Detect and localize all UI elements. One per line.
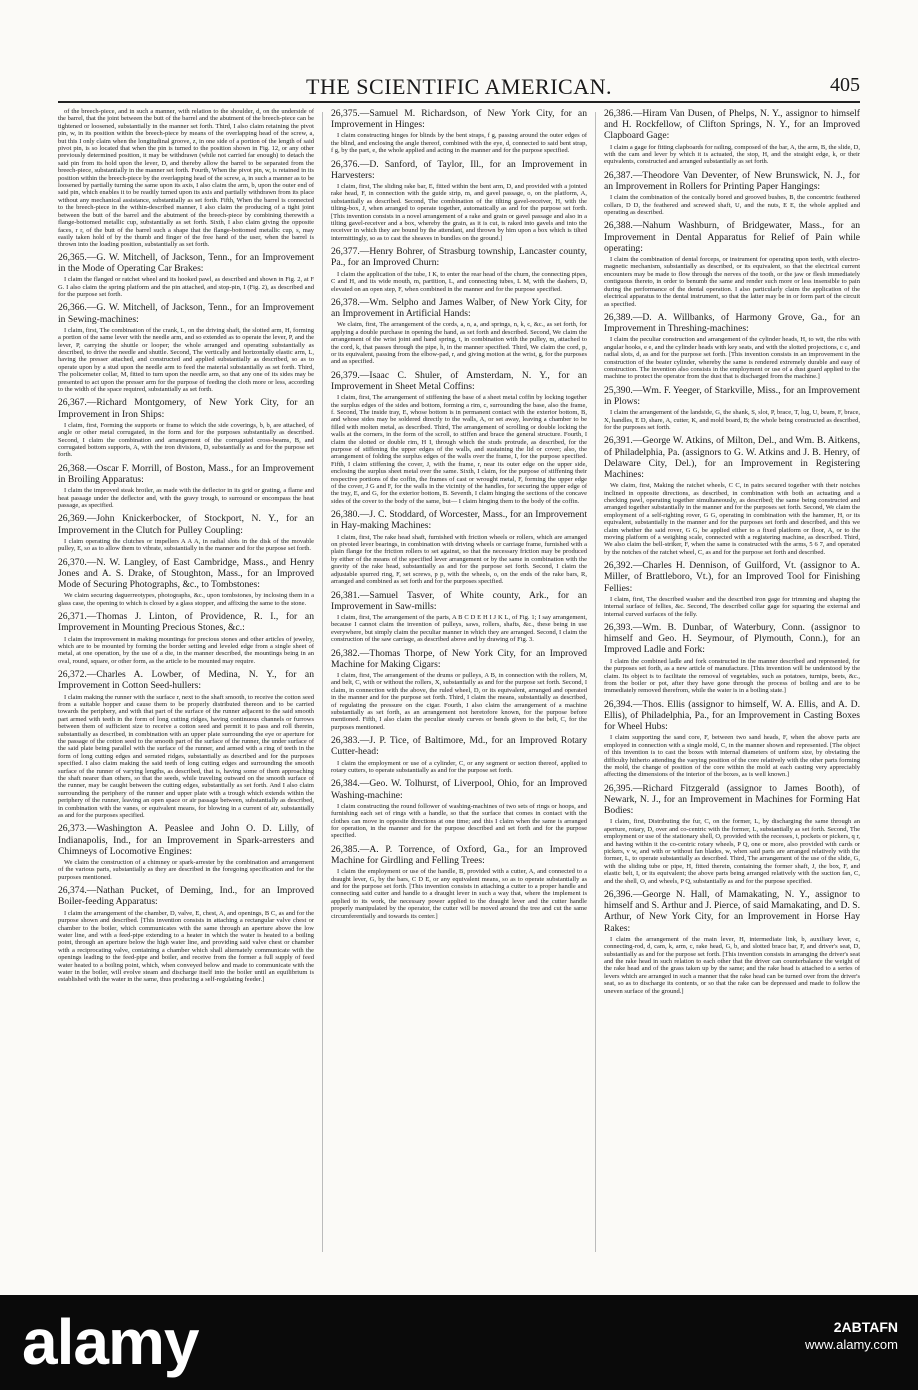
masthead-title: THE SCIENTIFIC AMERICAN. bbox=[306, 74, 612, 99]
patent-entry-claim: I claim the combination of the conically bored and grooved bushes, B, the concentric feathered collars, D D, the feathered and screwed shaft, U, and the nuts, E E, the whole applied and operating as described. bbox=[604, 194, 860, 217]
patent-entry-title: 26,396.—George N. Hall, of Mamakating, N. Y., assignor to himself and S. Arthur and J. Pierce, of said Mamakating, and D. S. Arthur, of New York City, for an Improvement in Horse Hay Rakes: bbox=[604, 889, 860, 934]
patent-entry-claim: I claim, first, The combination of the crank, L, on the driving shaft, the slotted arm, H, forming a portion of the same lever with the needle arm, and so extended as to operate the lever, P, and the lever, P, carrying the shuttle or looper; the whole arranged and operating substantially as described, to drive the needle and shuttle. Second, The vertically and horizontally elastic arm, L, having the presser attached, and constructed and applied substantially as described, so as to operate upon by a stud upon the needle arm to feed the material substantially as set forth. Third, The policemeter collar, M, fitted to turn upon the needle arm, so that any one of its sides may be presented to act upon the presser arm for the purpose of feeding the cloth more or less, according to the width of the space required, substantially as set forth. bbox=[58, 326, 314, 393]
patent-entry-title: 26,384.—Geo. W. Tolhurst, of Liverpool, Ohio, for an Improved Washing-machine: bbox=[331, 778, 587, 801]
patent-entry-title: 26,368.—Oscar F. Morrill, of Boston, Mass., for an Improvement in Broiling Apparatus: bbox=[58, 462, 314, 486]
patent-entry-title: 26,389.—D. A. Willbanks, of Harmony Grove, Ga., for an Improvement in Threshing-machines: bbox=[604, 311, 860, 335]
patent-entry bbox=[604, 312, 860, 381]
patent-entry bbox=[331, 370, 587, 506]
patent-entry-claim: I claim the employment or use of a cylinder, C, or any segment or section thereof, applied to rotary cutters, to operate substantially as and for the purpose set forth. bbox=[331, 759, 587, 774]
patent-entry-title: 26,366.—G. W. Mitchell, of Jackson, Tenn., for an Improvement in Sewing-machines: bbox=[58, 302, 314, 325]
patent-entry bbox=[58, 302, 314, 393]
patent-entry-claim: I claim, first, The arrangement of stiffening the base of a sheet metal coffin by locking together the surplus edges of the sides and bottom, forming a rim, c, surrounding the base, also the frame, f. Second, The inside tray, E, whose bottom is in permanent contact with the exterior bottom, B, and whose sides may be soldered directly to the walls, A, or set away, leaving a chamber to be filled with molten metal, as described. Third, The arrangement of scrolling or double locking the walls at the corners, in the form of the scroll, to stiffen and brace the general structure. Fourth, I claim the slotted or double rim, H I, through which the studs protrude, as described, for the purpose of stiffening the upper edges of the walls, and sustaining the lid or cover; also, the arrangement of folding the surplus edges of the walls over the frame, I, for the purpose specified. Fifth, I claim stiffening the cover, J, with the frame, r, near its outer edge on the upper side, enclosing the surplus sheet metal over the same. Sixth, I claim, for the purpose of stiffening their respective portions of the coffin, the frames of cast or wrought metal, F, forming the upper edge of the cover, J G and F, for the walls in the vicinity of the handles, for securing the upper edge of the tray, E, and G, for the exterior bottom, B. Seventh, I claim hinging the sections of the concave sides of the cover to the body of the same, but— I claim hinging them to the body of the coffin. bbox=[331, 394, 587, 505]
column-3 bbox=[604, 108, 860, 1260]
patent-entry-title: 26,393.—Wm. B. Dunbar, of Waterbury, Conn. (assignor to himself and Geo. H. Seymour, of Plymouth, Conn.), for an Improved Ladle and Fork: bbox=[604, 622, 860, 656]
patent-entry-claim: I claim, first, The arrangement of the parts, A B C D E H I J K L, of Fig. 1; I say arrangement, because I cannot claim the invention of pulleys, saws, rollers, shafts, &c., these being in use everywhere, but simply claim the peculiar manner in which they are arranged. Second, I claim the construction of the saw carriage, as described above and by drawing of Fig. 3. bbox=[331, 613, 587, 644]
patent-entry bbox=[331, 648, 587, 732]
patent-entry bbox=[604, 108, 860, 166]
alamy-logo: alamy bbox=[22, 1306, 199, 1378]
patent-entry bbox=[604, 560, 860, 618]
patent-entry bbox=[331, 735, 587, 774]
image-id: 2ABTAFN bbox=[833, 1319, 898, 1335]
header-rule bbox=[58, 101, 860, 103]
patent-entry-title: 26,369.—John Knickerbocker, of Stockport, N. Y., for an Improvement in the Clutch for Pulley Coupling: bbox=[58, 513, 314, 536]
patent-entry-claim: I claim, first, The described washer and the described iron gage for trimming and shaping the internal surface of fellies, &c. Second, The described collar gage for squaring the external and internal curved surfaces of the felly. bbox=[604, 595, 860, 618]
stock-site-url: www.alamy.com bbox=[805, 1337, 898, 1352]
patent-entry bbox=[331, 159, 587, 243]
patent-entry-title: 26,392.—Charles H. Dennison, of Guilford, Vt. (assignor to A. Miller, of Brattleboro, Vt.), for an Improved Tool for Finishing Fellies: bbox=[604, 560, 860, 594]
patent-entry-title: 26,388.—Nahum Washburn, of Bridgewater, Mass., for an Improvement in Dental Apparatus for Relief of Pain while operating: bbox=[604, 220, 860, 254]
column-intro-text: of the breech-piece, and in such a manner, with relation to the shoulder, d, on the underside of the barrel, that the joint between the butt of the barrel and the abutment of the breech-piece can be tightened or loosened, substantially in the manner set forth. Third, I also claim retaining the pivot pin, w, in its position within the breech-piece by means of the overlapping head of the screw, a, but this I only claim when the longitudinal groove, z, in one side of a portion of the length of said pivot pin, is so located that when the pin is turned to the position shown in Fig. 12, or any other previously determined position, it may be withdrawn (while not carried far enough) to detach the said pin from its hold upon the lever, D, and thereby allow the barrel to be separated from the breech-piece, substantially in the manner set forth. Fourth, When the pivot pin, w, is retained in its position within the breech-piece by the overlapping head of the screw, a, in such a manner as to be loosened by partially turning the same upon its axis, I also claim the arm, b, upon the outer end of said pin, which enables it to be readily turned upon its axis and partially withdrawn from its place without any mechanical assistance, substantially as set forth. Fifth, When the barrel is connected to the breech-piece in the within-described manner, I also claim the producing of a tight joint between the butt of the barrel and the abutment of the breech-piece by combining therewith a flange-bottomed metallic cup, substantially as set forth. Sixth, I also claim giving the opposite faces, r r, of the butt of the barrel such a shape that the flange-bottomed metallic cup, s, may easily taken hold of by the thumb and finger of the free hand of the user, when the barrel is thrown into the loading position, substantially as set forth. bbox=[58, 108, 314, 249]
patent-entry bbox=[604, 220, 860, 307]
patent-entry-title: 26,385.—A. P. Torrence, of Oxford, Ga., for an Improved Machine for Girdling and Felling Trees: bbox=[331, 843, 587, 867]
patent-entry-claim: I claim constructing hinges for blinds by the bent straps, f g, passing around the outer edges of the blind, and enclosing the angle thereof, combined with the eye, d, connected to said bent strap, f g, by the part, e, the whole applied and acting in the manner and for the purpose specified. bbox=[331, 132, 587, 155]
patent-entry-title: 26,380.—J. C. Stoddard, of Worcester, Mass., for an Improvement in Hay-making Machines: bbox=[331, 509, 587, 532]
patent-entry-claim: I claim constructing the round follower of washing-machines of two sets of rings or hoops, and furnishing each set of rings with a handle, so that the surface that comes in contact with the clothes can move in opposite directions at one time; and this I claim when the same is arranged for operation, in the manner and for the purpose described and set forth and for the purpose specified. bbox=[331, 802, 587, 840]
patent-entry-title: 26,395.—Richard Fitzgerald (assignor to James Booth), of Newark, N. J., for an Improvement in Machines for Forming Hat Bodies: bbox=[604, 782, 860, 817]
patent-entry-claim: I claim, first, The arrangement of the drums or pulleys, A B, in connection with the rollers, M, and belt, C, with or without the rollers, X, substantially as and for the purpose set forth. Second, I claim, in connection with the above, the ruled wheel, D, or its equivalent, arranged and operated in the manner and for the purpose set forth. Third, I claim the means, substantially as described, of regulating the pressure on the cigar. Fourth, I also claim the arrangement of a machine substantially as set forth, as an arrangement not heretofore known, for the purpose before mentioned. Fifth, I also claim the peculiar steady curves or bends given to the belt, C, for the purposes mentioned. bbox=[331, 671, 587, 731]
column-2 bbox=[331, 108, 587, 1260]
patent-entry-claim: I claim, first, Distributing the fur, C, on the former, L, by discharging the same through an aperture, rotary, D, over and co-centric with the former, L, substantially as set forth. Second, The employment or use of the stationary shell, O, provided with the recesses, t, pockets or pickers, q r, and having within it the co-centric rotary wheels, P Q, one or more, also provided with cards or pickers, v w, and with or without fan blades, w, when said parts are arranged relatively with the former, L, to operate substantially as described. Third, The arrangement of the use of the slide, G, with the sliding tube or pipe, H, fitted therein, containing the former shaft, J, the box, F, and elastic belt, I, or its equivalent; the above parts being arranged relatively with the suction fan, C, and the shell, O, and wheels, P Q, substantially as and for the purpose specified. bbox=[604, 818, 860, 885]
patent-entry-title: 26,367.—Richard Montgomery, of New York City, for an Improvement in Iron Ships: bbox=[58, 397, 314, 420]
patent-entry bbox=[604, 170, 860, 217]
patent-entry-claim: I claim, first, The sliding rake bar, E, fitted within the bent arm, D, and provided with a jointed rake head, F, in connection with the guide strip, m, and gavel passage, o, on the platform, A, substantially as described. Second, The combination of the tilting gavel-receiver, H, with the tilting-box, J, when arranged to operate together, automatically as and for the purpose set forth. [This invention consists in a novel arrangement of a rake and grain or gavel passage and also in a tilting gavel-receiver and a box, whereby the grain, as it is cut, is raked into gavels and into the receiver in which they are bound by the attendant, and thrown by him upon a box which is tilted intermittingly, so as to cast the sheaves in bundles on the ground.] bbox=[331, 183, 587, 242]
patent-entry bbox=[331, 590, 587, 644]
patent-entry-claim: I claim operating the clutches or impellers A A A, in radial slots in the disk of the movable pulley, E, so as to allow them to vibrate, substantially in the manner and for the purpose set forth. bbox=[58, 537, 314, 553]
page-number: 405 bbox=[830, 74, 860, 96]
patent-entry-title: 26,382.—Thomas Thorpe, of New York City, for an Improved Machine for Making Cigars: bbox=[331, 647, 587, 670]
patent-entry-claim: I claim the arrangement of the landside, G, the shank, S, slot, P, brace, T, lug, U, beam, F, brace, X, handles, E D, share, A, cutter, K, and mold board, B; the whole being constructed as described, for the purposes set forth. bbox=[604, 409, 860, 431]
patent-entry bbox=[331, 778, 587, 839]
patent-entry-claim: I claim the application of the tube, I K, to enter the rear head of the churn, the connecting pipes, C and H, and its wide mouth, m, partition, L, and connecting tubes, L M, with the dashers, D, elevated on an open step, F, when combined in the manner and for the purpose specified. bbox=[331, 270, 587, 293]
patent-entry bbox=[331, 297, 587, 366]
patent-entry-claim: We claim the construction of a chimney or spark-arrester by the combination and arrangement of the various parts, substantially as they are described in the foregoing specification and for the purposes mentioned. bbox=[58, 859, 314, 881]
patent-entry-title: 26,365.—G. W. Mitchell, of Jackson, Tenn., for an Improvement in the Mode of Operating Car Brakes: bbox=[58, 251, 314, 274]
patent-entry-claim: I claim, first, The rake head shaft, furnished with friction wheels or rollers, which are arranged on pivoted lever bearings, in combination with driving wheels or carriage frame, furnished with a plain flange for the friction rollers to set against, so that the necessary friction may be produced by either of the means of the specified lever arrangement or by the same in combination with the gravity of the rake head, substantially as and for the purpose set forth. Second, I claim the adjustable spurred ring, F, set screws, p p, with the wheels, o, on the ends of the rake bars, R, arranged and combined as set forth and for the purposes specified. bbox=[331, 533, 587, 586]
patent-entry bbox=[604, 622, 860, 695]
patent-entry-title: 25,390.—Wm. F. Yeeger, of Starkville, Miss., for an Improvement in Plows: bbox=[604, 384, 860, 407]
page-header bbox=[58, 74, 860, 98]
patent-entry-title: 26,374.—Nathan Pucket, of Deming, Ind., for an Improved Boiler-feeding Apparatus: bbox=[58, 885, 314, 908]
patent-entry bbox=[58, 513, 314, 552]
patent-entry-title: 26,386.—Hiram Van Dusen, of Phelps, N. Y., assignor to himself and H. Rockfellow, of Clifton Springs, N. Y., for an Improved Clapboard Gage: bbox=[604, 108, 860, 142]
patent-entry-title: 26,379.—Isaac C. Shuler, of Amsterdam, N. Y., for an Improvement in Sheet Metal Coffins: bbox=[331, 369, 587, 392]
patent-entry-claim: We claim, first, Making the ratchet wheels, C C, in pairs secured together with their notches inclined in opposite directions, as described, in combination with both an actuating and a checking pawl, operating together simultaneously, as described; the same being constructed and arranged together substantially in the manner and for the purposes set forth. Second, We claim the employment of a self-righting rover, G G, operating in combination with the hammer, H, or its equivalent, substantially in the manner and for the purposes set forth and described, and this we claim whether the said rover, G G, be applied either to a fixed platform or floor, A, or to the moving platform of a weighing scale, connected with a registering machine, as described. Third, We also claim the bell-striker, F, when the same is constructed with the arms, 5 6 7, and operated by the notches of the ratchet wheel, C, as and for the purpose set forth and described. bbox=[604, 482, 860, 556]
patent-entry bbox=[58, 885, 314, 983]
patent-entry-claim: I claim a gage for fitting clapboards for railing, composed of the bar, A, the arm, B, the slide, D, with the cam and lever by which it is actuated, the stop, H, and the straight edge, k, or their equivalents, constructed and arranged substantially as set forth. bbox=[604, 143, 860, 166]
patent-entry bbox=[58, 823, 314, 881]
patent-entry-claim: I claim, first, Forming the supports or frame to which the side coverings, b, b, are attached, of angle or other metal corrugated, in the form and for the purposes substantially as described. Second, I claim the combination and arrangement of the corrugated cross-beams, B, and corrugated bottom supports, A, with the iron divisions, D, substantially as and for the purpose set forth. bbox=[58, 421, 314, 459]
patent-entry-title: 26,387.—Theodore Van Deventer, of New Brunswick, N. J., for an Improvement in Rollers for Printing Paper Hangings: bbox=[604, 169, 860, 193]
patent-entry bbox=[331, 844, 587, 920]
patent-entry-title: 26,375.—Samuel M. Richardson, of New York City, for an Improvement in Hinges: bbox=[331, 108, 587, 131]
patent-entry-title: 26,376.—D. Sanford, of Taylor, Ill., for an Improvement in Harvesters: bbox=[331, 158, 587, 181]
patent-entry bbox=[58, 611, 314, 665]
patent-entry-claim: We claim, first, The arrangement of the cords, a, n, a, and springs, n, k, c, &c., as set forth, for applying a double purchase in opening the hand, as set forth and described. Second, We claim the arrangement of the wrist joint and hand spring, t, in combination with the pulley, m, attached to the cord, k, that passes through the pipe, h, in the manner specified. Third, We claim the cord, p, or its equivalent, passing from the elbow-pad, r, and giving motion at the wrist, g, for the purposes and as specified. bbox=[331, 321, 587, 366]
patent-entry bbox=[331, 509, 587, 585]
patent-entry-title: 26,370.—N. W. Langley, of East Cambridge, Mass., and Henry Jones and A. S. Drake, of Stoughton, Mass., for an Improved Mode of Securing Photographs, &c., to Tombstones: bbox=[58, 556, 314, 591]
patent-entry-title: 26,381.—Samuel Tasver, of White county, Ark., for an Improvement in Saw-mills: bbox=[331, 589, 587, 612]
patent-entry-claim: We claim securing daguerreotypes, photographs, &c., upon tombstones, by inclosing them in a glass case, the opening to which is closed by a glass stopper, and affixing the same to the stone. bbox=[58, 592, 314, 607]
patent-entry-claim: I claim supporting the sand core, F, between two sand heads, F, when the above parts are employed in connection with a single mold, C, in the manner shown and represented. [The object of this invention is to cast the boxes with internal diameters of uniform size, by obviating the difficulty hitherto attending the varying position of the core relatively with the other parts forming the mold, the change of position of the core within the mold at each casting very appreciably affecting the dimensions of the interior of the boxes, as is well known.] bbox=[604, 734, 860, 779]
patent-entry-claim: I claim the combination of dental forceps, or instrument for operating upon teeth, with electro-magnetic mechanism, substantially as described, or its equivalent, so that the electrical current encounters may be made to flow through the nerves of the tooth, or the jaw or flesh immediately contiguous thereto, in order to benumb the same and render such more or less insensible to pain during the performance of the dental operation. I also particularly claim the application of the electrical apparatus to the dental instrument, so that the latter may be in or form part of the circuit as specified. bbox=[604, 256, 860, 308]
patent-entry-title: 26,377.—Henry Bohrer, of Strasburg township, Lancaster county, Pa., for an Improved Churn: bbox=[331, 246, 587, 269]
patent-entry bbox=[604, 435, 860, 556]
patent-entry-claim: I claim the flanged or ratchet wheel and its hooked pawl, as described and shown in Fig. 2, at F G. I also claim the spring platform and the pin attached, and stop-pin, I (Fig. 2), as described and for the purpose set forth. bbox=[58, 276, 314, 298]
patent-entry-title: 26,371.—Thomas J. Linton, of Providence, R. I., for an Improvement in Mounting Precious Stones, &c.: bbox=[58, 611, 314, 634]
patent-entry bbox=[58, 557, 314, 607]
patent-entry-claim: I claim the improved steak broiler, as made with the deflector in its grid or grating, a flame and heat passage under the deflector and, with the gravy trough, to surround or encompass the heat passage, as specified. bbox=[58, 487, 314, 510]
patent-entry-claim: I claim the employment or use of the handle, B, provided with a cutter, A, and connected to a draught lever, G, by the bars, C D E, or any equivalent means, so as to operate substantially as and for the purpose set forth. [This invention consists in attaching a cutter to a proper handle and connecting said cutter and handle to a draught lever in such a way that, where the implement is applied to its work, the necessary power applied to the draught lever and the cutter handle properly manipulated by the operator, the cutter will be moved around the tree and cut the same circumferentially and towards its center.] bbox=[331, 868, 587, 920]
patent-entry-title: 26,373.—Washington A. Peaslee and John O. D. Lilly, of Indianapolis, Ind., for an Improvement in Spark-arresters and Chimneys of Locomotive Engines: bbox=[58, 823, 314, 857]
patent-entry-claim: I claim the peculiar construction and arrangement of the cylinder heads, H, to wit, the ribs with angular hooks, e e, and the cylinder heads with key seats, and with the slotted projections, c c, and radial slots, d, as and for the purpose set forth. [This invention consists in an improvement in the construction of the beater cylinder, whereby the same is rendered extremely durable and easy of construction. The invention also consists in the employment or use of a dust guard applied to the machine to protect the operator from the dust that is discharged from the machine.] bbox=[604, 336, 860, 381]
column-1 bbox=[58, 108, 314, 1260]
patent-entry-claim: I claim the improvement in making mountings for precious stones and other articles of jewelry, which are to be mounted by forming the border setting and leveled edge from a single sheet of metal, at one operation, by the use of a die, in the manner described, the mountings being in an oval, round, square, or other form, as the article to be mounted may require. bbox=[58, 635, 314, 665]
patent-entry-claim: I claim the combined ladle and fork constructed in the manner described and represented, for the purposes set forth, as a new article of manufacture. [This invention will be understood by the claim. Its object is to facilitate the removal of vegetables, such as potatoes, turnips, beets, &c., from the boiler or pot, after they have gone through the process of boiling and are to be immediately removed therefrom, while the water is in a boiling state.] bbox=[604, 657, 860, 695]
patent-entry bbox=[604, 783, 860, 885]
column-divider bbox=[595, 112, 596, 1252]
patent-entry bbox=[58, 397, 314, 458]
patent-entry-claim: I claim making the runner with the surface r, next to the shaft smooth, to receive the cotton seed from a suitable hopper and cause them to be properly distributed thereon and to be carried towards the periphery, and with that part of the surface of the runner adjacent to the said smooth part armed with teeth in the form of long cutting ridges, having continuous channels or furrows between them of sufficient size to receive a cotton seed and permit it to pass and roll therein, substantially as described, in combination with an upper plate surrounding the eye or aperture for the passage of the cotton seed to the smooth part of the surface of the runner, the under surface of the said plate being parallel with the surface of the runner, and armed with a ring of teeth in the form of long cutting edges and serrated ridges, substantially as described and for the purposes specified. I also claim making the said teeth of long cutting edges and surrounding the smooth surface of the runner of varying lengths, as described, that is, having some of them approaching the shaft nearer than others, so that the seeds, while traveling outward on the smooth surface of the runner, may be caught between the cutting edges, substantially as set forth. And I also claim surrounding the periphery of the runner and upper plate with a trough which extends within the periphery of the runner, leaving an open space or air passage between, substantially as described, in combination with the vanes, or equivalent means, for blowing in a current of air, substantially as and for the purposes specified. bbox=[58, 693, 314, 820]
patent-entry-claim: I claim the arrangement of the chamber, D, valve, E, chest, A, and openings, B C, as and for the purpose shown and described. [This invention consists in attaching a rectangular valve chest or chamber to the boiler, which communicates with the same through an aperture above the low water line, and with a feed-pipe extending to a heater in which the water is heated to a boiling point, through an aperture below the high water line, and providing said valve chest or chamber with a reciprocating valve, containing a chamber which shall alternately communicate with the openings leading to the feed-pipe and boiler, and receive from the former a full supply of feed water heated to a boiling point, which, when conveyed below and made to communicate with the water in the boiler, will evolve steam and discharge itself into the boiler until an equilibrium is established with the water in the same, thus producing a self-regulating feeder.] bbox=[58, 909, 314, 984]
stock-photo-info bbox=[805, 1318, 898, 1354]
patent-entry bbox=[58, 669, 314, 819]
patent-entry bbox=[331, 108, 587, 155]
column-divider bbox=[322, 112, 323, 1252]
patent-entry-title: 26,372.—Charles A. Lowber, of Medina, N. Y., for an Improvement in Cotton Seed-hullers: bbox=[58, 669, 314, 692]
patent-entry bbox=[58, 252, 314, 299]
columns bbox=[58, 108, 860, 1260]
patent-entry bbox=[604, 385, 860, 432]
patent-entry-claim: I claim the arrangement of the main lever, H, intermediate link, b, auxiliary lever, c, connecting-rod, d, cam, k, arm, c, rake head, G, b, and slotted brace bar, F, and driver's seat, D, substantially as and for the purpose set forth. [This invention consists in arranging the driver's seat and the rake head in such relation to each other that the driver can counterbalance the weight of the rake head and of the grass taken up by the same; and the rake head is attached to a series of levers which are arranged in such a manner that the rake head can be turned over from the driver's seat, so as to discharge its contents, or so that the rake can be depressed and made to follow the uneven surface of the ground.] bbox=[604, 935, 860, 995]
patent-entry-title: 26,378.—Wm. Selpho and James Walber, of New York City, for an Improvement in Artificial Hands: bbox=[331, 296, 587, 320]
patent-entry-title: 26,394.—Thos. Ellis (assignor to himself, W. A. Ellis, and A. D. Ellis), of Philadelphia, Pa., for an Improvement in Casting Boxes for Wheel Hubs: bbox=[604, 698, 860, 733]
patent-entry bbox=[58, 463, 314, 510]
patent-entry bbox=[604, 889, 860, 995]
patent-entry bbox=[604, 699, 860, 779]
patent-entry-title: 26,383.—J. P. Tice, of Baltimore, Md., for an Improved Rotary Cutter-head: bbox=[331, 735, 587, 758]
patent-entry bbox=[331, 246, 587, 293]
patent-entry-title: 26,391.—George W. Atkins, of Milton, Del., and Wm. B. Aitkens, of Philadelphia, Pa. (assignors to G. W. Atkins and J. B. Henry, of Delaware City, Del.), for an Improvement in Registering Machines: bbox=[604, 435, 860, 480]
